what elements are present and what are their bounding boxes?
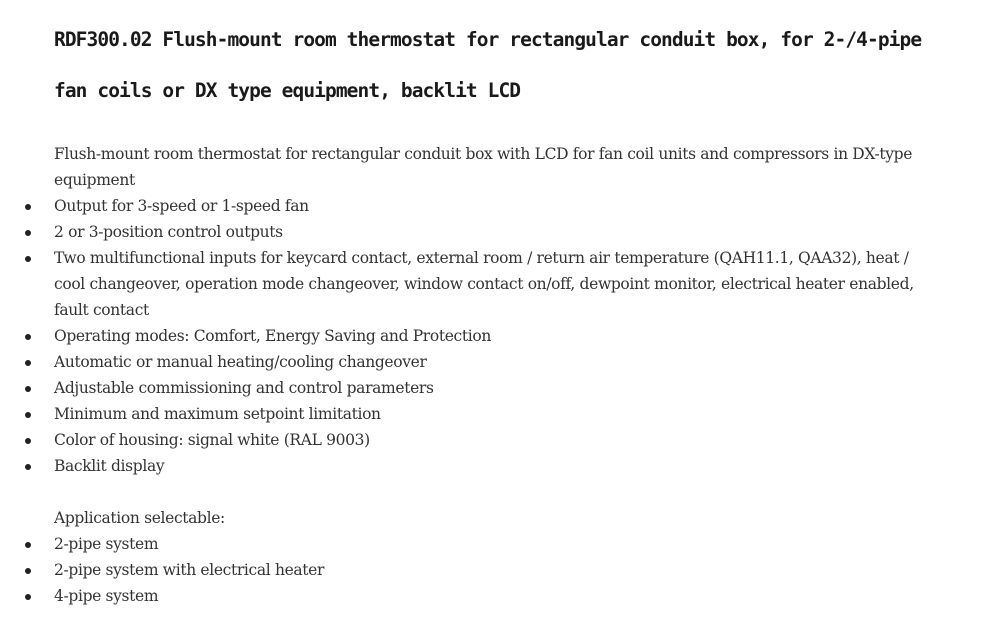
bullet-icon bbox=[25, 256, 31, 262]
feature-text: Two multifunctional inputs for keycard contact, external room / return air temperature (QAH11.1, QAA32), heat / cool changeover, operation mode changeover, window contact on/off, dewpoint monitor, electrical heater enabled, fault contact bbox=[54, 249, 914, 319]
application-list bbox=[0, 531, 984, 609]
feature-item bbox=[0, 349, 914, 375]
feature-item bbox=[0, 427, 914, 453]
feature-item bbox=[0, 219, 914, 245]
bullet-icon bbox=[25, 542, 31, 548]
feature-text: Automatic or manual heating/cooling changeover bbox=[54, 353, 427, 371]
product-content bbox=[0, 141, 984, 609]
application-heading: Application selectable: bbox=[54, 509, 225, 527]
bullet-icon bbox=[25, 334, 31, 340]
feature-item bbox=[0, 245, 914, 323]
application-item bbox=[0, 531, 914, 557]
feature-item bbox=[0, 453, 914, 479]
bullet-icon bbox=[25, 204, 31, 210]
feature-item bbox=[0, 375, 914, 401]
bullet-icon bbox=[25, 360, 31, 366]
bullet-icon bbox=[25, 412, 31, 418]
feature-text: Output for 3-speed or 1-speed fan bbox=[54, 197, 309, 215]
bullet-icon bbox=[25, 386, 31, 392]
section-spacer bbox=[0, 479, 984, 505]
feature-text: 2 or 3-position control outputs bbox=[54, 223, 283, 241]
bullet-icon bbox=[25, 230, 31, 236]
feature-text: Minimum and maximum setpoint limitation bbox=[54, 405, 381, 423]
feature-item bbox=[0, 323, 914, 349]
application-item bbox=[0, 557, 914, 583]
application-item bbox=[0, 583, 914, 609]
feature-text: Color of housing: signal white (RAL 9003) bbox=[54, 431, 370, 449]
bullet-icon bbox=[25, 594, 31, 600]
feature-text: Backlit display bbox=[54, 457, 165, 475]
product-title: RDF300.02 Flush-mount room thermostat for rectangular conduit box, for 2-/4-pipe fan coils or DX type equipment, backlit LCD bbox=[54, 28, 922, 102]
application-text: 2-pipe system bbox=[54, 535, 159, 553]
feature-text: Adjustable commissioning and control parameters bbox=[54, 379, 434, 397]
feature-item bbox=[0, 193, 914, 219]
application-text: 4-pipe system bbox=[54, 587, 159, 605]
product-intro: Flush-mount room thermostat for rectangular conduit box with LCD for fan coil units and compressors in DX-type equipment bbox=[54, 145, 913, 189]
feature-text: Operating modes: Comfort, Energy Saving and Protection bbox=[54, 327, 491, 345]
bullet-icon bbox=[25, 464, 31, 470]
bullet-icon bbox=[25, 568, 31, 574]
bullet-icon bbox=[25, 438, 31, 444]
application-text: 2-pipe system with electrical heater bbox=[54, 561, 325, 579]
feature-list bbox=[0, 193, 984, 479]
feature-item bbox=[0, 401, 914, 427]
